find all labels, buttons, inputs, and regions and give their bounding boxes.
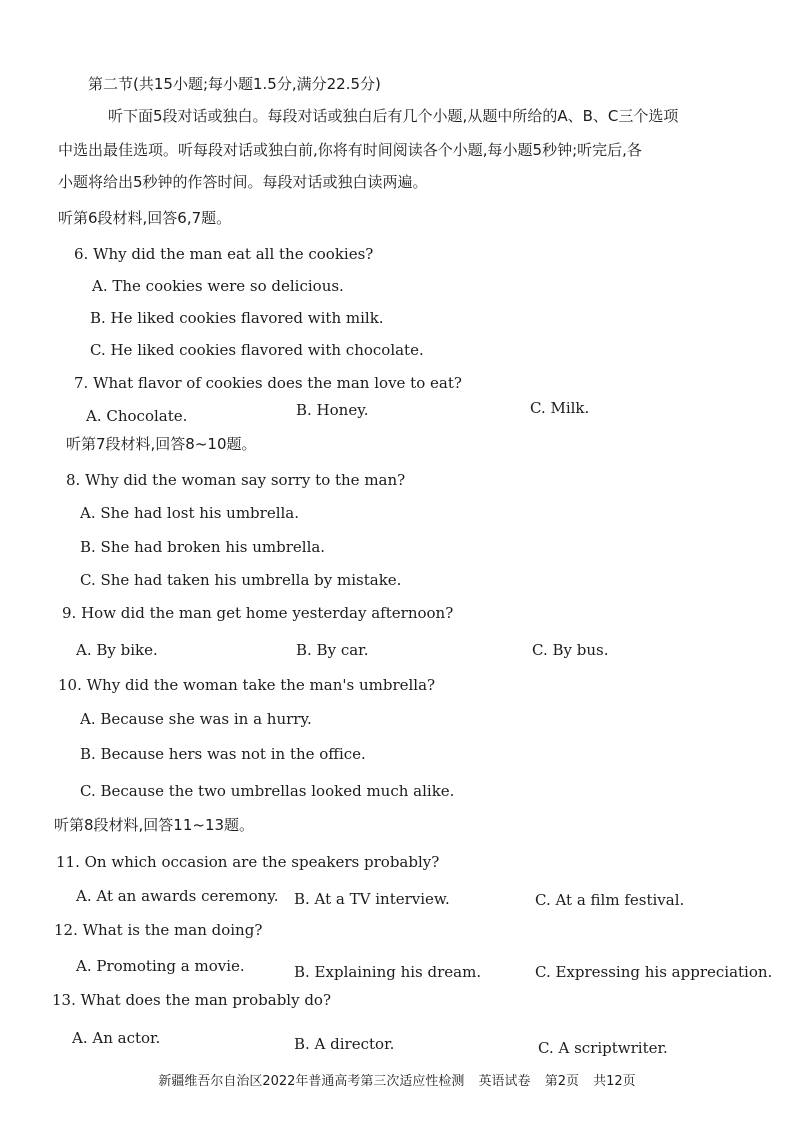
question-stem: 8. Why did the woman say sorry to the man?	[66, 471, 406, 489]
answer-option: B. She had broken his umbrella.	[80, 538, 326, 556]
answer-option: B. He liked cookies flavored with milk.	[90, 309, 384, 327]
question-stem: 6. Why did the man eat all the cookies?	[74, 245, 374, 263]
answer-option: C. Milk.	[530, 399, 590, 417]
question-stem: 9. How did the man get home yesterday afternoon?	[62, 604, 454, 622]
answer-option: B. By car.	[296, 641, 369, 659]
group-intro: 听第7段材料,回答8~10题。	[66, 435, 257, 453]
answer-option: C. By bus.	[532, 641, 609, 659]
answer-option: C. At a film festival.	[535, 891, 685, 909]
answer-option: A. At an awards ceremony.	[76, 887, 279, 905]
answer-option: A. Promoting a movie.	[76, 957, 245, 975]
footer-subject: 英语试卷	[478, 1074, 531, 1089]
answer-option: A. An actor.	[72, 1029, 161, 1047]
answer-option: A. By bike.	[76, 641, 158, 659]
question-stem: 13. What does the man probably do?	[52, 991, 332, 1009]
footer-title: 新疆维吾尔自治区2022年普通高考第三次适应性检测	[158, 1074, 465, 1089]
answer-option: B. Because hers was not in the office.	[80, 745, 366, 763]
footer-page-number: 第2页	[544, 1074, 579, 1089]
answer-option: C. She had taken his umbrella by mistake.	[80, 571, 402, 589]
answer-option: A. She had lost his umbrella.	[80, 504, 300, 522]
answer-option: C. Because the two umbrellas looked much alike.	[80, 782, 455, 800]
answer-option: B. At a TV interview.	[294, 890, 450, 908]
question-stem: 11. On which occasion are the speakers probably?	[56, 853, 440, 871]
group-intro: 听第8段材料,回答11~13题。	[54, 816, 255, 834]
answer-option: B. Honey.	[296, 401, 369, 419]
answer-option: C. He liked cookies flavored with chocolate.	[90, 341, 424, 359]
answer-option: A. The cookies were so delicious.	[92, 277, 344, 295]
question-stem: 7. What flavor of cookies does the man love to eat?	[74, 374, 462, 392]
group-intro: 听第6段材料,回答6,7题。	[58, 209, 232, 227]
question-stem: 12. What is the man doing?	[54, 921, 263, 939]
answer-option: A. Because she was in a hurry.	[80, 710, 312, 728]
answer-option: C. Expressing his appreciation.	[535, 963, 773, 981]
instruction-line-3: 小题将给出5秒钟的作答时间。每段对话或独白读两遍。	[58, 173, 428, 191]
answer-option: C. A scriptwriter.	[538, 1039, 668, 1057]
answer-option: B. A director.	[294, 1035, 395, 1053]
answer-option: A. Chocolate.	[86, 407, 188, 425]
question-stem: 10. Why did the woman take the man's umbrella?	[58, 676, 436, 694]
answer-option: B. Explaining his dream.	[294, 963, 482, 981]
instruction-line-1: 听下面5段对话或独白。每段对话或独白后有几个小题,从题中所给的A、B、C三个选项	[108, 107, 679, 125]
section-heading: 第二节(共15小题;每小题1.5分,满分22.5分)	[88, 75, 381, 93]
instruction-line-2: 中选出最佳选项。听每段对话或独白前,你将有时间阅读各个小题,每小题5秒钟;听完后,各	[58, 141, 642, 159]
page-footer	[0, 1070, 794, 1089]
footer-total-pages: 共12页	[593, 1074, 636, 1089]
